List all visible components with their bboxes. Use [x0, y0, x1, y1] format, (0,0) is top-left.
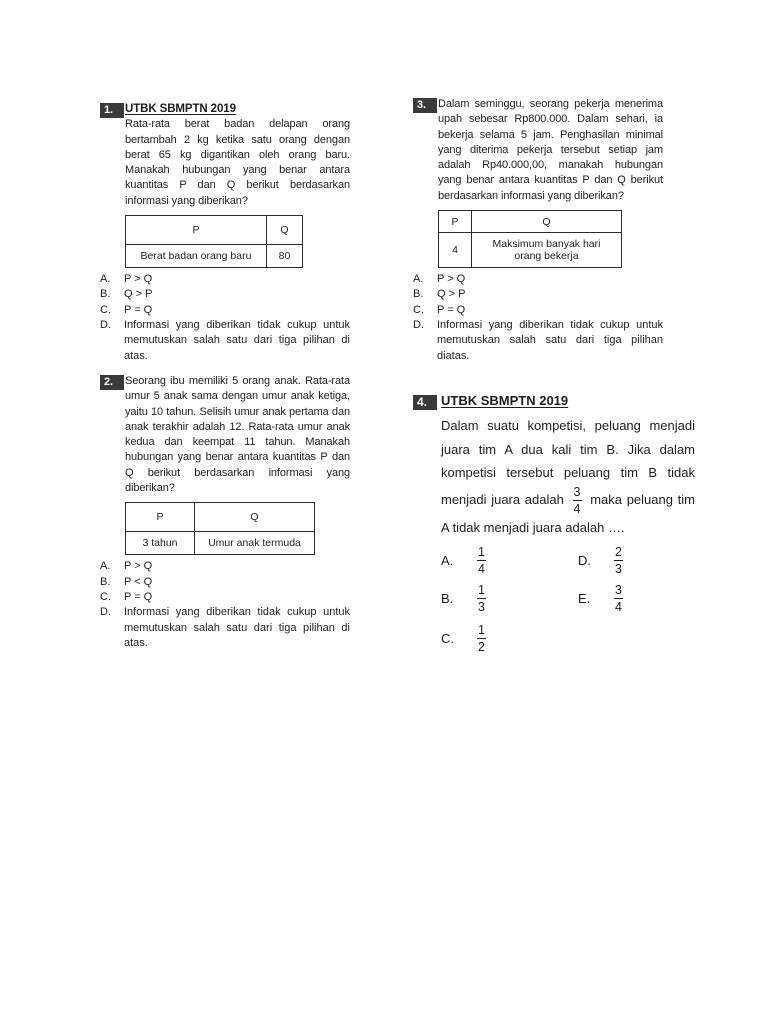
table-header-p: P [439, 211, 472, 233]
table-header-q: Q [472, 211, 622, 233]
pq-table [125, 502, 315, 555]
option-d[interactable]: D. $\frac{2}{3}$ [578, 545, 622, 576]
question-1-text [100, 102, 350, 209]
question-number: 1. [100, 103, 124, 118]
question-3 [413, 97, 663, 364]
option-b[interactable]: B. Q > P [413, 288, 466, 301]
table-cell-q: Umur anak termuda [195, 532, 315, 555]
option-c[interactable]: C. $\frac{1}{2}$ [441, 623, 485, 654]
table-header-q: Q [195, 503, 315, 532]
option-c[interactable]: C. P = Q [100, 303, 153, 316]
question-2 [100, 374, 350, 651]
answer-options [413, 272, 663, 364]
question-4 [413, 392, 695, 665]
option-a[interactable]: A. P > Q [100, 273, 153, 286]
answer-options [100, 272, 350, 364]
fraction: $\frac{1}{4}$ [478, 545, 485, 576]
option-a[interactable]: A. P > Q [100, 560, 153, 573]
question-body: Rata-rata berat badan delapan orang bertambah 2 kg ketika satu orang dengan berat 65 kg digantikan oleh orang baru. Manakah hubungan yang benar antara kuantitas P dan Q berikut berdasarkan informasi yang diberikan? [125, 118, 350, 207]
option-e[interactable]: E. $\frac{3}{4}$ [578, 583, 622, 614]
pq-table [125, 215, 303, 268]
table-cell-p: 3 tahun [126, 532, 195, 555]
fraction: $\frac{3}{4}$ [615, 583, 622, 614]
fraction [573, 485, 582, 516]
option-d[interactable]: D. Informasi yang diberikan tidak cukup untuk memutuskan salah satu dari tiga pilihan di atas. [100, 318, 350, 362]
fraction-numerator: 3 [573, 484, 581, 499]
option-a[interactable]: A. P > Q [413, 273, 466, 286]
question-body: Seorang ibu memiliki 5 orang anak. Rata-rata umur 5 anak sama dengan umur anak ketiga, yaitu 10 tahun. Selisih umur anak pertama dan anak terakhir adalah 12. Rata-rata umur anak kedua dan keempat 11 tahun. Manakah hubungan yang benar antara kuantitas P dan Q berikut berdasarkan informasi yang diberikan? [125, 375, 350, 495]
question-heading: UTBK SBMPTN 2019 [441, 393, 569, 408]
option-d[interactable]: D. Informasi yang diberikan tidak cukup untuk memutuskan salah satu dari tiga pilihan di atas. [100, 606, 350, 649]
question-number: 3. [413, 98, 437, 113]
question-number: 2. [100, 375, 124, 390]
question-3-text [413, 97, 663, 204]
fraction: $\frac{1}{3}$ [478, 583, 485, 614]
option-b[interactable]: B. $\frac{1}{3}$ [441, 583, 485, 614]
option-c[interactable]: C. P = Q [413, 303, 466, 316]
table-header-q: Q [267, 216, 303, 245]
question-body: Dalam suatu kompetisi, peluang menjadi juara tim A dua kali tim B. Jika dalam kompetisi tersebut peluang tim B tidak menjadi juara adalah [441, 418, 695, 507]
question-body: Dalam seminggu, seorang pekerja menerima upah sebesar Rp800.000. Dalam sehari, ia bekerja selama 5 jam. Penghasilan minimal yang diterima pekerja tersebut setiap jam adalah Rp40.000,00, manakah hubungan yang benar antara kuantitas P dan Q berikut berdasarkan informasi yang diberikan? [438, 98, 663, 202]
question-number: 4. [413, 395, 437, 410]
question-2-text [100, 374, 350, 496]
pq-table [438, 210, 622, 268]
fraction-bar [573, 500, 582, 501]
table-header-p: P [126, 503, 195, 532]
table-cell-p: Berat badan orang baru [126, 245, 267, 268]
fraction: $\frac{1}{2}$ [478, 623, 485, 654]
question-heading: UTBK SBMPTN 2019 [125, 103, 236, 115]
option-b[interactable]: B. Q > P [100, 288, 153, 301]
option-c[interactable]: C. P = Q [100, 590, 153, 603]
option-b[interactable]: B. P < Q [100, 575, 153, 588]
question-4-heading-row [413, 392, 695, 414]
question-body-continued: maka peluang tim A tidak menjadi juara adalah …. [441, 491, 695, 535]
table-cell-p: 4 [439, 233, 472, 268]
answer-options [100, 559, 350, 651]
option-d[interactable]: D. Informasi yang diberikan tidak cukup untuk memutuskan salah satu dari tiga pilihan diatas. [413, 318, 663, 362]
table-cell-q: Maksimum banyak hari orang bekerja [472, 233, 622, 268]
table-header-p: P [126, 216, 267, 245]
table-cell-q: 80 [267, 245, 303, 268]
question-1 [100, 102, 350, 364]
answer-options [413, 545, 695, 665]
fraction: $\frac{2}{3}$ [615, 545, 622, 576]
option-a[interactable]: A. $\frac{1}{4}$ [441, 545, 485, 576]
question-4-text [413, 414, 695, 539]
fraction-denominator: 4 [573, 501, 581, 516]
